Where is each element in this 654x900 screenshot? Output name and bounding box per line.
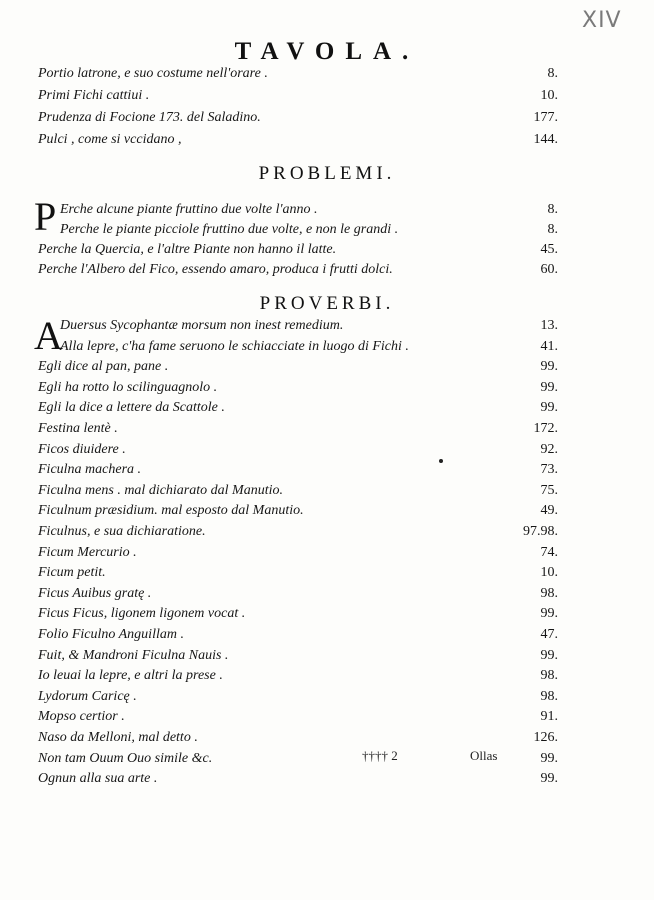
index-entry — [38, 421, 558, 441]
entry-text: Ficulnum præsidium. mal esposto dal Manutio. — [38, 503, 304, 519]
entry-page-number: 92. — [540, 441, 558, 457]
index-entry — [38, 771, 558, 791]
entry-text: Alla lepre, c'ha fame seruono le schiacciate in luogo di Fichi . — [60, 338, 409, 354]
entry-page-number: 47. — [540, 627, 558, 642]
index-entry — [38, 606, 558, 626]
entry-text: Ficus Ficus, ligonem ligonem vocat . — [38, 606, 246, 622]
entry-text: Ficulnus, e sua dichiaratione. — [38, 524, 206, 539]
entry-page-number: 98. — [540, 688, 558, 704]
entry-text: Erche alcune piante fruttino due volte l'anno . — [60, 202, 318, 217]
entry-page-number: 10. — [540, 88, 558, 103]
entry-page-number: 60. — [540, 262, 558, 277]
index-entry — [38, 400, 558, 420]
entry-page-number: 91. — [540, 709, 558, 725]
index-entry — [38, 132, 558, 152]
entry-text: Prudenza di Focione 173. del Saladino. — [38, 110, 261, 125]
entry-page-number: 75. — [540, 482, 558, 498]
entry-page-number: 177. — [533, 110, 558, 125]
index-entry — [38, 730, 558, 750]
entry-page-number: 99. — [540, 400, 558, 416]
index-entry — [38, 262, 558, 282]
entry-page-number: 99. — [540, 359, 558, 375]
index-entry — [38, 565, 558, 585]
entry-page-number: 172. — [533, 421, 558, 436]
index-entry — [60, 222, 558, 242]
entry-page-number: 8. — [547, 202, 558, 217]
entry-text: Duersus Sycophantæ morsum non inest remedium. — [60, 318, 344, 333]
entry-page-number: 49. — [540, 503, 558, 519]
entry-page-number: 8. — [547, 66, 558, 81]
index-entry — [38, 380, 558, 400]
problemi-heading: PROBLEMI. — [258, 163, 396, 184]
index-entry — [38, 359, 558, 379]
entry-text: Perche l'Albero del Fico, essendo amaro, produca i frutti dolci. — [38, 262, 393, 277]
entry-text: Mopso certior . — [38, 709, 125, 725]
index-entry — [60, 339, 558, 359]
entry-text: Ficum petit. — [38, 565, 106, 581]
entry-text: Ficos diuidere . — [38, 441, 126, 457]
entry-page-number: 13. — [540, 318, 558, 333]
index-entry — [38, 627, 558, 647]
entry-text: Ognun alla sua arte . — [38, 771, 158, 787]
entry-text: Perche la Quercia, e l'altre Piante non hanno il latte. — [38, 242, 337, 257]
entry-text: Perche le piante picciole fruttino due volte, e non le grandi . — [60, 222, 399, 237]
entry-text: Naso da Melloni, mal detto . — [38, 730, 198, 745]
index-entry — [38, 66, 558, 86]
catchword: Ollas — [470, 748, 498, 763]
index-entry — [38, 524, 558, 544]
index-entry — [38, 483, 558, 503]
problemi-dropcap: P — [34, 194, 57, 239]
entry-page-number: 98. — [540, 668, 558, 684]
index-entry — [38, 242, 558, 262]
entry-page-number: 73. — [540, 462, 558, 478]
entry-text: Primi Fichi cattiui . — [38, 88, 150, 103]
index-entry — [60, 202, 558, 222]
page-title: TAVOLA. — [234, 38, 420, 65]
page-number-mark: XIV — [582, 8, 622, 33]
index-entry — [38, 668, 558, 688]
entry-text: Pulci , come si vccidano , — [38, 132, 182, 147]
index-entry — [38, 648, 558, 668]
entry-text: Egli dice al pan, pane . — [38, 359, 169, 375]
index-entry — [38, 88, 558, 108]
entry-text: Non tam Ouum Ouo simile &c. — [38, 750, 213, 766]
entry-text: Fuit, & Mandroni Ficulna Nauis . — [38, 647, 229, 663]
ink-dot — [439, 459, 443, 463]
entry-page-number: 10. — [540, 565, 558, 581]
entry-page-number: 99. — [540, 647, 558, 663]
index-entry — [38, 110, 558, 130]
entry-text: Lydorum Caricę . — [38, 688, 137, 704]
index-entry — [38, 709, 558, 729]
proverbi-heading: PROVERBI. — [259, 293, 395, 314]
index-entry — [60, 318, 558, 338]
index-entry — [38, 442, 558, 462]
signature-mark: †††† 2 — [362, 748, 398, 763]
entry-text: Io leuai la lepre, e altri la prese . — [38, 668, 223, 684]
entry-page-number: 99. — [540, 771, 558, 787]
entry-text: Ficum Mercurio . — [38, 544, 137, 560]
index-entry — [38, 462, 558, 482]
entry-text: Ficus Auibus gratę . — [38, 585, 152, 601]
entry-page-number: 99. — [540, 379, 558, 395]
entry-page-number: 74. — [540, 544, 558, 560]
index-entry — [38, 586, 558, 606]
entry-text: Ficulna machera . — [38, 462, 142, 478]
entry-page-number: 97.98. — [523, 524, 558, 539]
entry-text: Ficulna mens . mal dichiarato dal Manutio. — [38, 482, 283, 498]
entry-page-number: 99. — [540, 606, 558, 622]
entry-text: Egli la dice a lettere da Scattole . — [38, 400, 225, 416]
entry-page-number: 41. — [540, 338, 558, 354]
proverbi-dropcap: A — [34, 313, 63, 358]
entry-page-number: 144. — [533, 132, 558, 147]
entry-page-number: 98. — [540, 585, 558, 601]
entry-page-number: 99. — [540, 750, 558, 766]
entry-page-number: 8. — [547, 222, 558, 237]
entry-text: Festina lentè . — [38, 421, 118, 436]
entry-page-number: 45. — [540, 242, 558, 257]
index-entry — [38, 503, 558, 523]
index-entry — [38, 545, 558, 565]
index-entry — [38, 689, 558, 709]
entry-text: Portio latrone, e suo costume nell'orare . — [38, 66, 268, 81]
entry-text: Folio Ficulno Anguillam . — [38, 627, 184, 642]
entry-text: Egli ha rotto lo scilinguagnolo . — [38, 379, 218, 395]
entry-page-number: 126. — [533, 730, 558, 745]
